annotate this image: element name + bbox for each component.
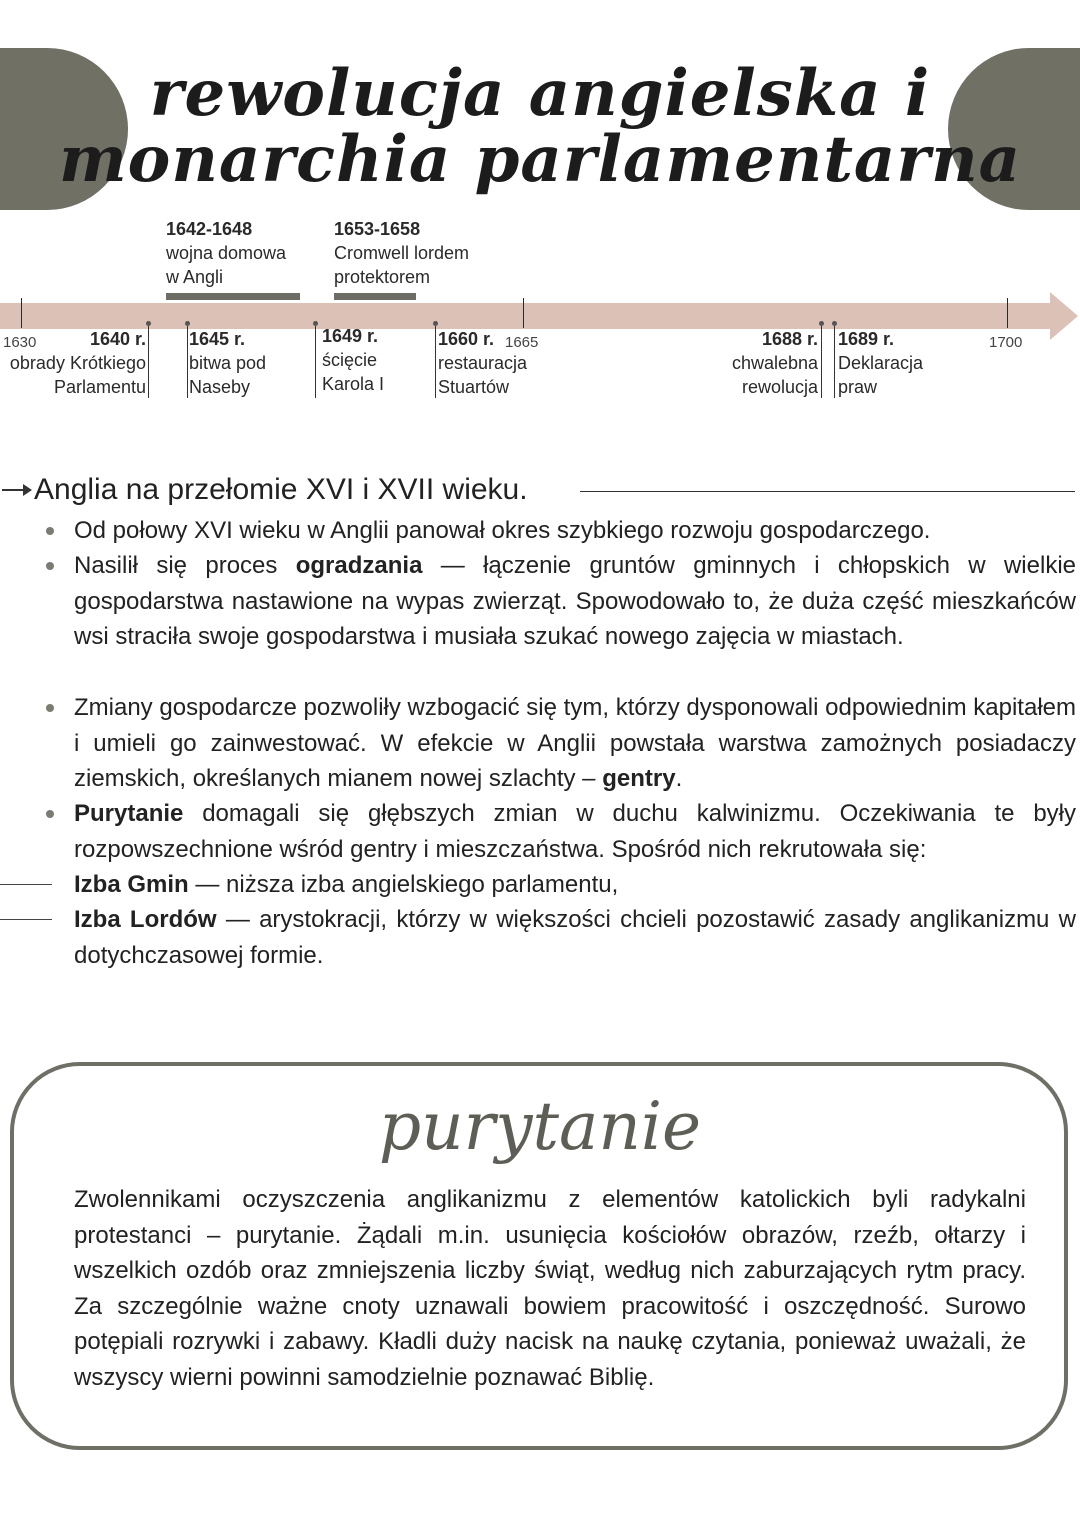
event-label: rewolucja	[741, 377, 818, 397]
box-title: purytanie	[378, 1088, 702, 1165]
period-years: 1642-1648	[166, 219, 253, 239]
period-bar-cromwell	[334, 293, 416, 300]
text: domagali się głębszych zmian w duchu kalwinizmu. Oczekiwania te były rozpowszechnione wśród gentry i mieszczaństwa. Spośród nich rekrutowała się:	[74, 800, 1076, 863]
tick-1630	[21, 298, 22, 328]
axis-year-1700: 1700	[989, 334, 1023, 351]
event-label: restauracja	[438, 353, 528, 373]
event-line	[187, 326, 188, 398]
event-1688	[690, 327, 818, 399]
event-year: 1640 r.	[89, 329, 146, 349]
term-ogradzanie: ogradzania	[295, 552, 423, 579]
event-label: obrady Krótkiego	[9, 353, 146, 373]
term-izba-lordow: Izba Lordów	[74, 906, 217, 933]
event-label: chwalebna	[731, 353, 818, 373]
text: Zmiany gospodarcze pozwoliły wzbogacić się tym, którzy dysponowali odpowiednim kapitałem i umieli go zainwestować. W efekcie w Anglii powstała warstwa zamożnych posiadaczy ziemskich, określanych mianem nowej szlachty –	[74, 694, 1076, 792]
izba-lordow	[74, 902, 1076, 973]
bullet-1: Od połowy XVI wieku w Anglii panował okres szybkiego rozwoju gospodarczego.	[74, 517, 931, 544]
event-label: Naseby	[189, 377, 251, 397]
event-label: Karola I	[322, 374, 385, 394]
period-cromwell	[334, 217, 469, 289]
period-label: protektorem	[334, 267, 431, 287]
tick-1665	[523, 298, 524, 328]
tick-1700	[1007, 298, 1008, 328]
event-label: ścięcie	[322, 350, 378, 370]
timeline-arrow	[1050, 292, 1078, 340]
timeline-bar	[0, 303, 1052, 329]
axis-year-1630: 1630	[3, 334, 37, 351]
event-label: bitwa pod	[189, 353, 267, 373]
heading-arrow-icon	[2, 489, 30, 491]
event-1649	[322, 324, 384, 396]
text: .	[675, 765, 683, 792]
bullet-2	[74, 548, 1076, 655]
section-heading: Anglia na przełomie XVI i XVII wieku.	[34, 473, 528, 506]
event-label: Deklaracja	[838, 353, 924, 373]
period-civil-war	[166, 217, 286, 289]
event-1640	[0, 327, 146, 399]
side-line	[0, 884, 52, 885]
period-label: w Angli	[166, 267, 224, 287]
event-year: 1645 r.	[189, 329, 246, 349]
izba-gmin	[74, 867, 1076, 903]
page-title-line-2: monarchia parlamentarna	[58, 122, 1022, 197]
event-year: 1688 r.	[761, 329, 818, 349]
event-label: Parlamentu	[53, 377, 146, 397]
term-izba-gmin: Izba Gmin	[74, 871, 189, 898]
event-line	[834, 326, 835, 398]
period-years: 1653-1658	[334, 219, 421, 239]
text: — łączenie gruntów gminnych i chłopskich w wielkie gospodarstwa nastawione na wypas zwierząt. Spowodowało to, że duża część mieszkańców wsi straciła swoje gospodarstwa i musiała szukać nowego zajęcia w miastach.	[74, 552, 1076, 650]
event-year: 1660 r.	[438, 329, 495, 349]
axis-year-1665: 1665	[505, 334, 539, 351]
event-year: 1649 r.	[322, 326, 379, 346]
bullet-dot	[46, 704, 54, 712]
event-line	[435, 326, 436, 398]
bullet-dot	[46, 562, 54, 570]
box-text: Zwolennikami oczyszczenia anglikanizmu z elementów katolickich byli radykalni protestanci – purytanie. Żądali m.in. usunięcia kościołów obrazów, rzeźb, ołtarzy i wszelkich ozdób oraz zmniejszenia liczby świąt, według nich zaburzających rytm pracy. Za szczególnie ważne cnoty uznawali bowiem pracowitość i oszczędność. Surowo potępiali rozrywki i zabawy. Kładli duży nacisk na naukę czytania, ponieważ uważali, że wszyscy wierni powinni samodzielnie poznawać Biblię.	[74, 1186, 1026, 1391]
period-bar-civil-war	[166, 293, 300, 300]
event-label: praw	[838, 377, 878, 397]
term-gentry: gentry	[602, 765, 676, 792]
period-label: wojna domowa	[166, 243, 287, 263]
event-1689	[838, 327, 923, 399]
text: — arystokracji, którzy w większości chcieli pozostawić zasady anglikanizmu w dotychczasowej formie.	[74, 906, 1076, 969]
event-line	[821, 326, 822, 398]
event-1645	[189, 327, 266, 399]
event-year: 1689 r.	[838, 329, 895, 349]
event-label: Stuartów	[438, 377, 510, 397]
side-line	[0, 919, 52, 920]
event-line	[148, 326, 149, 398]
bullet-dot	[46, 527, 54, 535]
page-title-line-1: rewolucja angielska i	[149, 56, 931, 131]
bullet-dot	[46, 810, 54, 818]
text: — niższa izba angielskiego parlamentu,	[188, 871, 619, 898]
term-purytanie: Purytanie	[74, 800, 184, 827]
text: Nasilił się proces	[74, 552, 296, 579]
bullet-4	[74, 796, 1076, 867]
event-1660	[438, 327, 527, 399]
section-divider	[580, 491, 1075, 492]
event-line	[315, 326, 316, 398]
period-label: Cromwell lordem	[334, 243, 470, 263]
bullet-3	[74, 690, 1076, 797]
